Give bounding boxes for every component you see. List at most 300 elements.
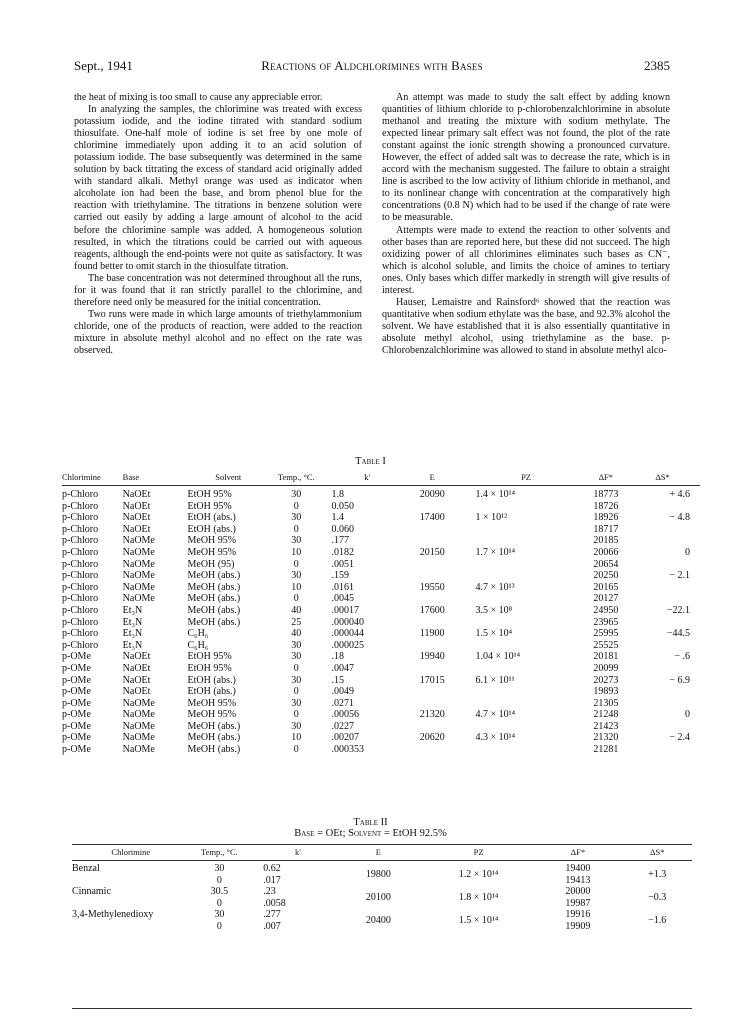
table1-cell: MeOH 95%: [187, 535, 237, 547]
table1-cell: NaOEt: [122, 651, 151, 663]
table1-cell: MeOH 95%: [187, 546, 237, 558]
table2-cell: 30: [214, 863, 225, 874]
table1-cell: [635, 721, 700, 733]
table1-cell: 20250: [593, 570, 619, 582]
table1-cell: − 6.9: [669, 674, 690, 686]
table1-cell: .0182: [331, 546, 354, 558]
body-text: [74, 92, 670, 442]
table1-cell: 10: [291, 546, 302, 558]
table1-cell: 21320: [593, 732, 619, 744]
table1-cell: 20127: [593, 593, 619, 605]
table1-cell: MeOH (abs.): [187, 720, 241, 732]
table1: [62, 472, 700, 756]
table2-bottom-rule: [72, 1008, 692, 1009]
table1-cell: 20181: [593, 651, 619, 663]
table1-header-cell: PZ: [462, 472, 577, 486]
table1-cell: 30: [291, 651, 302, 663]
table1-cell: EtOH 95%: [187, 662, 232, 674]
table1-cell: MeOH (abs.): [187, 593, 241, 605]
table1-cell: 19940: [419, 651, 445, 663]
table1-cell: 30: [291, 720, 302, 732]
table1-header-cell: E: [403, 472, 462, 486]
table1-cell: 23965: [593, 616, 619, 628]
table1-cell: 1.8: [331, 489, 344, 500]
paragraph: An attempt was made to study the salt effect by adding known quantities of lithium chloride to p-chlorobenzalchlorimine in absolute methanol and treating the mixture with sodium methylate. The expected linear primary salt effect was not found, the plot of the rate constant against the ionic strength showing a pronounced curvature. However, the effect of added salt was to decrease the rate, which is in accord with the mechanism suggested. The failure to obtain a straight line is ascribed to the low activity of lithium chloride in methanol, and to its nonlinear change with concentration at the comparatively high concentrations (0.8 N) which had to be used if the change of rate were to be measurable.: [382, 92, 670, 224]
table1-cell: 30: [291, 570, 302, 582]
table1-cell: [462, 617, 577, 629]
table1-cell: −22.1: [666, 604, 690, 616]
table1-cell: NaOMe: [122, 535, 155, 547]
table1-cell: 20090: [419, 489, 445, 500]
table2-cell: 19413: [565, 874, 591, 886]
table1-cell: 21305: [593, 697, 619, 709]
table1-cell: 0: [293, 523, 299, 535]
table1-cell: [462, 593, 577, 605]
table1-cell: p-OMe: [62, 674, 91, 686]
table-row: [62, 732, 700, 744]
table2-cell: 3,4-Methylenedioxy: [72, 909, 154, 921]
table1-cell: 0: [293, 686, 299, 698]
table1-cell: −44.5: [666, 628, 690, 640]
table2-body: [72, 861, 692, 933]
table-row: [72, 886, 692, 898]
table2-cell: .017: [263, 874, 281, 886]
table1-cell: MeOH 95%: [187, 709, 237, 721]
table1-cell: NaOEt: [122, 686, 151, 698]
table1-cell: MeOH (abs.): [187, 732, 241, 744]
table2-caption: Table II: [353, 817, 388, 828]
table1-cell: [635, 698, 700, 710]
table1-cell: − 2.4: [669, 732, 690, 744]
table1-cell: [403, 617, 462, 629]
table1-cell: 30: [291, 535, 302, 547]
paragraph: Hauser, Lemaistre and Rainsford⁶ showed that the reaction was quantitative when sodium ethylate was the base, and 92.3% alcohol the solvent. We have established that it is also essentially quantitative in absolute methyl alcohol, using triethylamine as the base. p-Chlorobenzalchlorimine was allowed to stand in absolute methyl alco-: [382, 296, 670, 356]
table1-cell: p-Chloro: [62, 523, 99, 535]
table2-cell: 0.62: [263, 863, 281, 874]
table-row: [62, 570, 700, 582]
table2-cell: [72, 875, 190, 887]
table1-cell: EtOH (abs.): [187, 512, 236, 524]
table1-cell: 30: [291, 697, 302, 709]
table1-cell: 0: [293, 662, 299, 674]
table1-cell: 30: [291, 639, 302, 651]
running-header: [74, 58, 670, 78]
table1-cell: 0: [293, 500, 299, 512]
table1-cell: [635, 559, 700, 571]
table1-cell: [635, 744, 700, 756]
table1-cell: p-OMe: [62, 651, 91, 663]
page-number: 2385: [644, 58, 670, 73]
table1-cell: MeOH (abs.): [187, 616, 241, 628]
table1-cell: p-Chloro: [62, 616, 99, 628]
table1-cell: NaOEt: [122, 674, 151, 686]
table1-cell: − 4.8: [669, 512, 690, 524]
table1-cell: NaOEt: [122, 500, 151, 512]
table1-cell: .0047: [331, 662, 354, 674]
table1-cell: NaOMe: [122, 546, 155, 558]
table1-cell: [462, 663, 577, 675]
table1-cell: 24950: [593, 604, 619, 616]
table1-cell: [635, 640, 700, 652]
table1-cell: 30: [291, 512, 302, 524]
table1-cell: Et₃N: [122, 616, 143, 628]
table2-solvent-label: Solvent: [348, 828, 382, 839]
left-column: [74, 92, 362, 357]
table1-cell: p-OMe: [62, 697, 91, 709]
table1-cell: EtOH (abs.): [187, 686, 236, 698]
table1-header-cell: Base: [123, 472, 188, 486]
table1-cell: [462, 559, 577, 571]
table1-cell: MeOH (abs.): [187, 570, 241, 582]
table1-cell: 1 × 10¹²: [475, 512, 508, 524]
table1-cell: Et₃N: [122, 604, 143, 616]
table1-cell: NaOMe: [122, 558, 155, 570]
table2-cell: 19916: [565, 909, 591, 921]
table1-cell: p-OMe: [62, 720, 91, 732]
table1-cell: [635, 593, 700, 605]
table1-cell: p-OMe: [62, 662, 91, 674]
table2-solvent-value: = EtOH 92.5%: [383, 828, 447, 839]
table-row: [62, 617, 700, 629]
table2-cell: .23: [263, 886, 276, 898]
table2-base-value: = OEt;: [317, 828, 346, 839]
paragraph: the heat of mixing is too small to cause any appreciable error.: [74, 92, 323, 103]
table1-cell: 6.1 × 10¹¹: [475, 674, 515, 686]
table1-header-cell: Temp., °C.: [269, 472, 323, 486]
table1-cell: NaOMe: [122, 581, 155, 593]
table1-cell: 18926: [593, 512, 619, 524]
table1-cell: 40: [291, 628, 302, 640]
table2-cell: +1.3: [648, 868, 667, 880]
table1-cell: 20273: [593, 674, 619, 686]
table1-cell: 10: [291, 732, 302, 744]
table1-cell: 0: [685, 709, 690, 721]
table2-cell: 19400: [565, 863, 591, 874]
table-row: [62, 651, 700, 663]
table2-cell: 19987: [565, 897, 591, 909]
table2: [72, 844, 692, 933]
table1-cell: p-OMe: [62, 686, 91, 698]
table1-cell: 4.7 × 10¹⁴: [475, 709, 516, 721]
table1-cell: 19550: [419, 581, 445, 593]
table1-cell: [462, 535, 577, 547]
table1-cell: 0: [293, 744, 299, 756]
table1-cell: C₆H₆: [187, 639, 209, 651]
table1-cell: .0161: [331, 581, 354, 593]
table1-cell: p-Chloro: [62, 558, 99, 570]
table1-cell: [403, 698, 462, 710]
table1-cell: 1.4 × 10¹⁴: [475, 489, 516, 500]
header-date: Sept., 1941: [74, 58, 133, 73]
table1-cell: p-Chloro: [62, 639, 99, 651]
table1-cell: 17400: [419, 512, 445, 524]
table-row: [62, 582, 700, 594]
table1-cell: [462, 570, 577, 582]
table1-cell: [403, 640, 462, 652]
table-row: [72, 909, 692, 921]
table1-cell: 0: [685, 546, 690, 558]
table1-cell: Et₃N: [122, 639, 143, 651]
table1-cell: 17600: [419, 604, 445, 616]
table1-cell: p-Chloro: [62, 604, 99, 616]
table2-cell: 20100: [365, 891, 391, 903]
table-row: [62, 512, 700, 524]
table1-cell: 21248: [593, 709, 619, 721]
table1-caption: Table I: [355, 456, 386, 467]
table1-cell: NaOMe: [122, 593, 155, 605]
table1-cell: p-OMe: [62, 744, 91, 756]
table-row: [62, 663, 700, 675]
table1-cell: p-Chloro: [62, 546, 99, 558]
table1-cell: 20150: [419, 546, 445, 558]
table2-cell: .0058: [263, 897, 286, 909]
table1-cell: 30: [291, 489, 302, 500]
table1-cell: 21320: [419, 709, 445, 721]
table1-cell: EtOH 95%: [187, 500, 232, 512]
table1-cell: [403, 721, 462, 733]
table1-cell: [462, 686, 577, 698]
table1-cell: .000044: [331, 628, 364, 640]
table1-cell: [462, 744, 577, 756]
table1-cell: NaOEt: [122, 662, 151, 674]
table1-cell: EtOH 95%: [187, 489, 232, 500]
table1-cell: NaOEt: [122, 523, 151, 535]
table2-header-cell: ΔS*: [623, 845, 693, 861]
table1-cell: .000040: [331, 616, 364, 628]
table1-cell: p-Chloro: [62, 500, 99, 512]
table-row: [62, 744, 700, 756]
table1-cell: [462, 524, 577, 536]
table2-cell: .007: [263, 920, 281, 932]
table1-cell: .000025: [331, 639, 364, 651]
table1-cell: [635, 663, 700, 675]
table2-header-row: [72, 845, 692, 861]
table2-cell: 20000: [565, 886, 591, 898]
table1-cell: p-OMe: [62, 732, 91, 744]
table1-cell: [403, 686, 462, 698]
table1-cell: p-Chloro: [62, 535, 99, 547]
table1-cell: − 2.1: [669, 570, 690, 582]
table2-header-cell: Temp., °C.: [190, 845, 250, 861]
table1-cell: + 4.6: [669, 489, 690, 500]
table2-cell: 30.5: [210, 886, 229, 898]
table-row: [62, 524, 700, 536]
table1-cell: 18773: [593, 489, 619, 500]
table1-cell: 0: [293, 709, 299, 721]
table1-cell: .000353: [331, 744, 364, 756]
table1-cell: MeOH (abs.): [187, 744, 241, 756]
table1-header-cell: ΔF*: [577, 472, 636, 486]
table-row: [62, 628, 700, 640]
table1-cell: 0.060: [331, 523, 354, 535]
table2-base-label: Base: [294, 828, 315, 839]
table1-cell: [635, 617, 700, 629]
table2-header-cell: k': [249, 845, 332, 861]
table-row: [62, 535, 700, 547]
table1-cell: 20654: [593, 558, 619, 570]
table1-cell: .0051: [331, 558, 354, 570]
table2-cell: 0: [216, 897, 222, 909]
table1-cell: 30: [291, 674, 302, 686]
table1-cell: 4.7 × 10¹³: [475, 581, 515, 593]
table1-cell: [635, 501, 700, 513]
table1-cell: [403, 593, 462, 605]
right-column: [382, 92, 670, 357]
table1-cell: 0.050: [331, 500, 354, 512]
table2-header-cell: PZ: [424, 845, 533, 861]
table1-cell: .0271: [331, 697, 354, 709]
table2-heading: [0, 817, 741, 839]
table1-cell: 20620: [419, 732, 445, 744]
table-row: [62, 698, 700, 710]
table1-cell: EtOH (abs.): [187, 674, 236, 686]
table1-cell: [462, 501, 577, 513]
table2-cell: −0.3: [648, 891, 667, 903]
table1-header-row: [62, 472, 700, 486]
table1-cell: 1.04 × 10¹⁴: [475, 651, 521, 663]
table2-header-cell: Chlorimine: [72, 845, 190, 861]
table1-cell: [403, 501, 462, 513]
table1-cell: [403, 524, 462, 536]
table1-cell: .00207: [331, 732, 359, 744]
table1-header-cell: k': [323, 472, 402, 486]
table1-header-cell: ΔS*: [635, 472, 700, 486]
table2-cell: −1.6: [648, 915, 667, 927]
table2-cell: 0: [216, 874, 222, 886]
table1-cell: [635, 524, 700, 536]
paragraph: The base concentration was not determined throughout all the runs, for it was found that it ran strictly parallel to the chlorimine, and therefore need only be measured for the initial concentration.: [74, 272, 362, 308]
table1-cell: MeOH (95): [187, 558, 235, 570]
table1-cell: .15: [331, 674, 344, 686]
table1-cell: NaOMe: [122, 720, 155, 732]
table2-header-cell: ΔF*: [533, 845, 622, 861]
table1-cell: p-Chloro: [62, 628, 99, 640]
header-title: Reactions of Aldchlorimines with Bases: [261, 58, 483, 73]
table1-cell: 17015: [419, 674, 445, 686]
table1-cell: .00017: [331, 604, 359, 616]
table1-cell: Et₃N: [122, 628, 143, 640]
table1-cell: 20165: [593, 581, 619, 593]
table1-cell: NaOMe: [122, 732, 155, 744]
paragraph: In analyzing the samples, the chlorimine was treated with excess potassium iodide, and the iodine titrated with standard sodium thiosulfate. One-half mole of iodine is set free by one mole of chlorimine immediately upon adding it to an acid solution of potassium iodide. The base subsequently was determined in the same solution by back titrating the excess of standard acid originally added with standard alkali. Methyl orange was used as indicator when alcoholate ion had been the base, and brom phenol blue for the reaction with triethylamine. The titrations in benzene solution were carried out easily by adding a large amount of alcohol to the acid before the chlorimine sample was added. A homogeneous solution resulted, in which the titrations could be carried out with aqueous reagents, although the end-points were not quite as satisfactory. It was found better to omit starch in the thiosulfate titration.: [74, 104, 362, 272]
table1-cell: 1.4: [331, 512, 344, 524]
table1-cell: NaOEt: [122, 512, 151, 524]
table1-cell: 19893: [593, 686, 619, 698]
table1-cell: p-OMe: [62, 709, 91, 721]
table1-cell: MeOH (abs.): [187, 604, 241, 616]
table1-cell: 11900: [419, 628, 445, 640]
table1-cell: 4.3 × 10¹⁴: [475, 732, 516, 744]
table2-cell: 20400: [365, 915, 391, 927]
table-row: [62, 501, 700, 513]
table1-cell: p-Chloro: [62, 512, 99, 524]
table1-cell: 10: [291, 581, 302, 593]
table1-cell: NaOMe: [122, 697, 155, 709]
table-row: [62, 486, 700, 501]
table1-cell: [403, 663, 462, 675]
table-row: [72, 861, 692, 875]
table1-cell: NaOMe: [122, 709, 155, 721]
table1-header-cell: Chlorimine: [62, 472, 123, 486]
table-row: [62, 559, 700, 571]
table1-cell: 21423: [593, 720, 619, 732]
table2-cell: 19800: [365, 868, 391, 880]
table1-cell: .00056: [331, 709, 359, 721]
table1-cell: [403, 570, 462, 582]
table1-cell: .177: [331, 535, 349, 547]
table1-cell: [462, 698, 577, 710]
table2-header-cell: E: [333, 845, 424, 861]
table2-cell: .277: [263, 909, 281, 921]
table2-cell: 1.5 × 10¹⁴: [458, 915, 499, 927]
table1-cell: 18726: [593, 500, 619, 512]
table-row: [62, 640, 700, 652]
table-row: [62, 686, 700, 698]
table1-body: [62, 486, 700, 756]
table1-cell: [462, 721, 577, 733]
table2-cell: [72, 898, 190, 910]
table1-cell: 18717: [593, 523, 619, 535]
table2-cell: 0: [216, 920, 222, 932]
table1-cell: .0227: [331, 720, 354, 732]
table-row: [62, 675, 700, 687]
table1-cell: 20185: [593, 535, 619, 547]
table2-cell: 19909: [565, 920, 591, 932]
table1-cell: 0: [293, 593, 299, 605]
table1-cell: [403, 744, 462, 756]
paragraph: Attempts were made to extend the reaction to other solvents and other bases than are reported here, but these did not succeed. The high oxidizing power of all chlorimines eliminates such bases as CN⁻, which is alcohol soluble, and limits the choice of amines to tertiary ones. Only bases which differ markedly in strength will give results of interest.: [382, 224, 670, 296]
table1-cell: EtOH (abs.): [187, 523, 236, 535]
table1-cell: 25995: [593, 628, 619, 640]
table-row: [62, 547, 700, 559]
table1-cell: 1.7 × 10¹⁴: [475, 546, 516, 558]
table1-cell: 40: [291, 604, 302, 616]
table1-cell: .159: [331, 570, 349, 582]
table2-cell: Benzal: [72, 863, 100, 874]
table1-cell: 25: [291, 616, 302, 628]
table1-cell: MeOH (abs.): [187, 581, 241, 593]
table1-cell: [635, 582, 700, 594]
table2-cell: [72, 921, 190, 933]
table1-cell: NaOMe: [122, 570, 155, 582]
table1-cell: 1.5 × 10⁴: [475, 628, 513, 640]
table-row: [62, 709, 700, 721]
table2-cell: 1.2 × 10¹⁴: [458, 868, 499, 880]
table2-cell: 30: [214, 909, 225, 921]
table1-cell: 20066: [593, 546, 619, 558]
table1-cell: EtOH 95%: [187, 651, 232, 663]
table1-cell: 0: [293, 558, 299, 570]
table1-cell: NaOEt: [122, 489, 151, 500]
table-row: [62, 605, 700, 617]
table1-cell: C₆H₆: [187, 628, 209, 640]
table1-cell: 3.5 × 10⁸: [475, 604, 513, 616]
table1-cell: [462, 640, 577, 652]
table1-cell: [635, 535, 700, 547]
paragraph: Two runs were made in which large amounts of triethylammonium chloride, one of the products of reaction, were added to the reaction mixture in absolute methyl alcohol and no effect on the rate was observed.: [74, 308, 362, 356]
table1-cell: 25525: [593, 639, 619, 651]
table1-cell: p-Chloro: [62, 581, 99, 593]
table2-cell: Cinnamic: [72, 886, 111, 898]
table1-cell: p-Chloro: [62, 570, 99, 582]
table1-cell: p-Chloro: [62, 593, 99, 605]
table1-cell: .18: [331, 651, 344, 663]
table2-cell: 1.8 × 10¹⁴: [458, 891, 499, 903]
table1-cell: .0049: [331, 686, 354, 698]
table1-cell: [403, 535, 462, 547]
table2-subtitle: [0, 828, 741, 839]
table1-cell: 20099: [593, 662, 619, 674]
